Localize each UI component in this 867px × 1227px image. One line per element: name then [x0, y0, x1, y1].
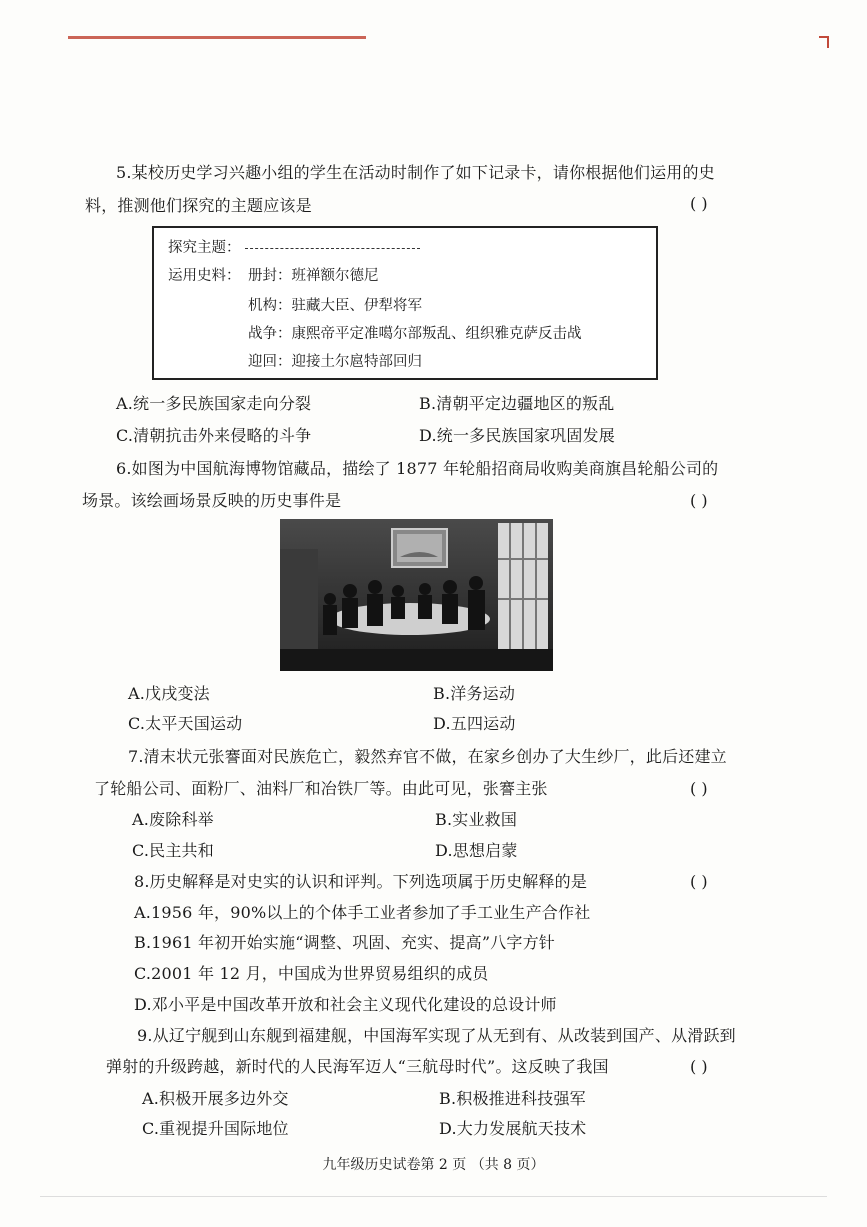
q6-option-b: B.洋务运动 [433, 684, 516, 703]
q5-option-d: D.统一多民族国家巩固发展 [419, 426, 615, 445]
top-rule [68, 36, 366, 39]
bottom-rule [40, 1196, 827, 1197]
q7-option-d: D.思想启蒙 [435, 841, 518, 860]
q6-answer-blank: ( ) [690, 491, 708, 510]
q8-option-b: B.1961 年初开始实施“调整、巩固、充实、提高”八字方针 [134, 933, 556, 952]
q5-answer-blank: ( ) [690, 194, 708, 213]
q8-stem: 8.历史解释是对史实的认识和评判。下列选项属于历史解释的是 [134, 872, 588, 891]
q9-stem-line2: 弹射的升级跨越，新时代的人民海军迈人“三航母时代”。这反映了我国 [106, 1057, 609, 1076]
corner-mark [819, 36, 829, 48]
q6-stem-line1: 6.如图为中国航海博物馆藏品，描绘了 1877 年轮船招商局收购美商旗昌轮船公司的 [116, 459, 719, 478]
card-row-enfeoffment: 册封：班禅额尔德尼 [248, 268, 379, 284]
card-row-institution: 机构：驻藏大臣、伊犁将军 [248, 298, 422, 314]
q9-stem-line1: 9.从辽宁舰到山东舰到福建舰，中国海军实现了从无到有、从改装到国产、从滑跃到 [137, 1026, 736, 1045]
card-topic-blank [245, 248, 420, 249]
q5-stem-line2: 料，推测他们探究的主题应该是 [85, 196, 312, 215]
q8-option-d: D.邓小平是中国改革开放和社会主义现代化建设的总设计师 [134, 995, 557, 1014]
q9-option-b: B.积极推进科技强军 [439, 1089, 586, 1108]
q6-stem-line2: 场景。该绘画场景反映的历史事件是 [82, 491, 342, 510]
q7-option-c: C.民主共和 [132, 841, 214, 860]
q5-option-a: A.统一多民族国家走向分裂 [116, 394, 312, 413]
q7-option-b: B.实业救国 [435, 810, 518, 829]
record-card [152, 226, 658, 380]
q6-option-d: D.五四运动 [433, 714, 516, 733]
q5-option-b: B.清朝平定边疆地区的叛乱 [419, 394, 615, 413]
page-footer: 九年级历史试卷第 2 页 （共 8 页） [322, 1157, 545, 1173]
q8-option-c: C.2001 年 12 月，中国成为世界贸易组织的成员 [134, 964, 489, 983]
q6-option-a: A.戊戌变法 [128, 684, 210, 703]
q9-answer-blank: ( ) [690, 1057, 708, 1076]
q7-stem-line2: 了轮船公司、面粉厂、油料厂和冶铁厂等。由此可见，张謇主张 [94, 779, 548, 798]
q7-stem-line1: 7.清末状元张謇面对民族危亡，毅然弃官不做，在家乡创办了大生纱厂，此后还建立 [128, 747, 727, 766]
q9-option-c: C.重视提升国际地位 [142, 1119, 289, 1138]
card-row-return: 迎回：迎接土尔扈特部回归 [248, 354, 422, 370]
painting-illustration [280, 519, 553, 671]
q8-answer-blank: ( ) [690, 872, 708, 891]
q7-answer-blank: ( ) [690, 779, 708, 798]
card-material-label: 运用史料： [168, 268, 241, 284]
card-topic-label: 探究主题： [168, 240, 241, 256]
card-row-war: 战争：康熙帝平定准噶尔部叛乱、组织雅克萨反击战 [248, 326, 582, 342]
q6-option-c: C.太平天国运动 [128, 714, 243, 733]
q9-option-d: D.大力发展航天技术 [439, 1119, 587, 1138]
q8-option-a: A.1956 年，90%以上的个体手工业者参加了手工业生产合作社 [134, 903, 591, 922]
card-topic-row [168, 238, 420, 258]
museum-painting [280, 519, 553, 671]
q9-option-a: A.积极开展多边外交 [142, 1089, 289, 1108]
q5-stem-line1: 5.某校历史学习兴趣小组的学生在活动时制作了如下记录卡，请你根据他们运用的史 [116, 163, 715, 182]
q7-option-a: A.废除科举 [132, 810, 214, 829]
q5-option-c: C.清朝抗击外来侵略的斗争 [116, 426, 312, 445]
